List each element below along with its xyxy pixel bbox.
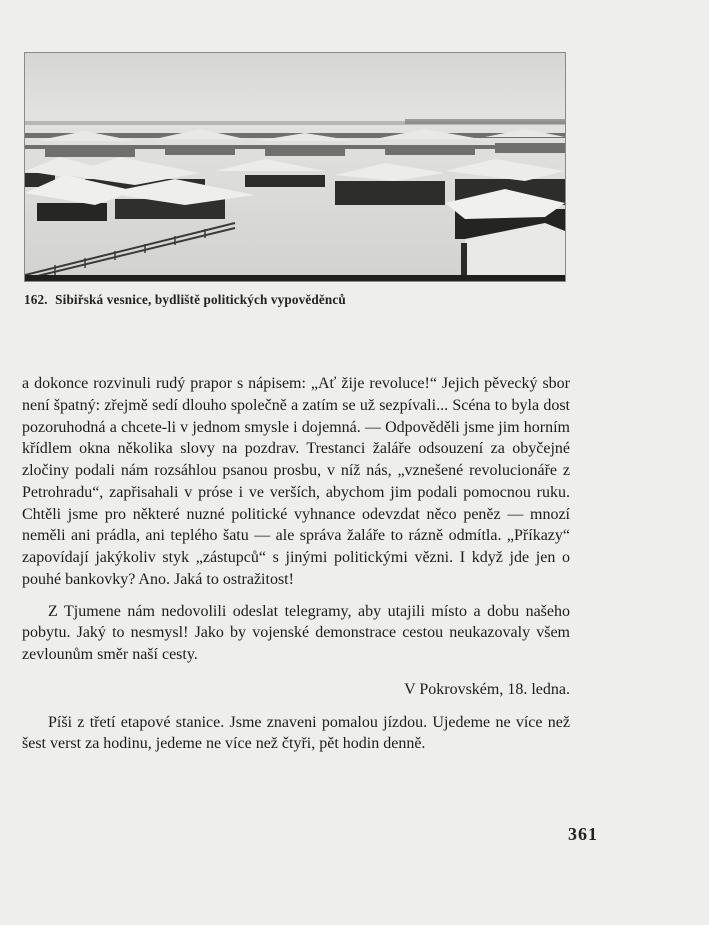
village-photo [24, 52, 566, 282]
body-text [22, 373, 570, 755]
figure-number: 162. [24, 292, 48, 307]
paragraph-1: a dokonce rozvinuli rudý prapor s nápisem: „Ať žije revoluce!“ Jejich pěvecký sbor není špatný: zřejmě sedí dlouho společně a zatím se už sezpívali... Scéna to byla dost pozoruhodná a chcete-li v jednom smysle i dojemná. — Odpověděli jsme jim horním křídlem okna několika slovy na pozdrav. Trestanci žaláře odsouzení za obyčejné zločiny podali nám rozsáhlou psanou prosbu, v níž nás, „vznešené revolucionáře z Petrohradu“, zapřisahali v próse i ve verších, abychom jim podali pomocnou ruku. Chtěli jsme pro některé nuzné politické vyhnance odevzdat něco peněz — mnozí neměli ani prádla, ani teplého šatu — ale správa žaláře to rázně odmítla. „Příkazy“ zapovídají jakýkoliv styk „zástupců“ s jinými politickými vězni. I když jde jen o pouhé bankovky? Ano. Jaká to ostražitost! [22, 375, 570, 588]
paragraph-2: Z Tjumene nám nedovolili odeslat telegramy, aby utajili místo a dobu našeho pobytu. Jaký to nesmysl! Jako by vojenské demonstrace cestou neukazovaly všem zevlounům směr naší cesty. [22, 602, 570, 663]
paragraph-3: Píši z třetí etapové stanice. Jsme znaveni pomalou jízdou. Ujedeme ne více než šest verst za hodinu, jedeme ne více než čtyři, pět hodin denně. [22, 713, 570, 753]
figure-caption [24, 292, 584, 308]
village-photo-drawing [25, 53, 565, 281]
figure-caption-text: Sibiřská vesnice, bydliště politických vypověděnců [55, 292, 346, 307]
place-date: V Pokrovském, 18. ledna. [404, 680, 570, 698]
page-number: 361 [568, 824, 598, 844]
